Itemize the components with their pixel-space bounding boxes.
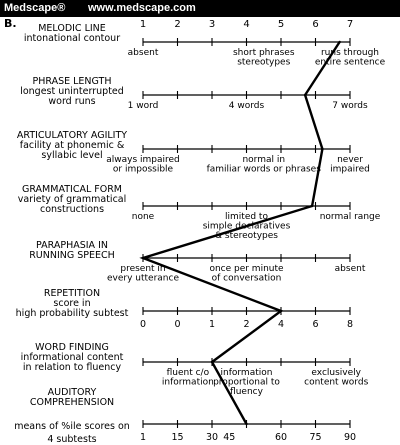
tick-label: 6 (312, 319, 319, 330)
row-title: intonational contour (23, 33, 121, 44)
aphasia-rating-profile-chart (0, 17, 400, 445)
profile-point (245, 423, 247, 425)
row-title: PHRASE LENGTH (32, 76, 112, 87)
profile-point (211, 361, 213, 363)
tick-label: 15 (171, 432, 184, 443)
anchor-label: of conversation (211, 273, 282, 284)
tick-label: 30 (205, 432, 219, 443)
tick-label: 2 (243, 319, 250, 330)
profile-point (304, 94, 306, 96)
profile-point (311, 205, 313, 207)
tick-label: 8 (346, 319, 354, 330)
row-title: MELODIC LINE (38, 23, 106, 34)
site-url: www.medscape.com (88, 2, 196, 14)
tick-label: 1 (208, 319, 216, 330)
row-title: AUDITORY (47, 387, 97, 398)
row-title: high probability subtest (15, 308, 129, 319)
panel-label: B. (4, 17, 17, 30)
scale-number: 2 (174, 19, 181, 30)
anchor-label: stereotypes (237, 57, 291, 68)
anchor-label: fluency (230, 387, 263, 397)
scale-number: 1 (139, 19, 147, 30)
anchor-label: information (161, 377, 214, 388)
row-subtitle: means of %ile scores on (14, 421, 130, 432)
medscape-banner (0, 0, 400, 17)
anchor-label: every utterance (107, 273, 179, 284)
tick-label: 75 (309, 432, 322, 443)
tick-label: 0 (174, 319, 181, 330)
anchor-label: impaired (330, 164, 370, 175)
anchor-label: exclusively (311, 368, 361, 378)
anchor-label: absent (334, 264, 366, 274)
row-title: WORD FINDING (35, 342, 109, 353)
row-title: PARAPHASIA IN (36, 240, 108, 251)
tick-label: 60 (274, 432, 288, 443)
brand-logo: Medscape® (4, 2, 66, 14)
anchor-label: or impossible (112, 164, 174, 175)
anchor-label: present in (120, 264, 166, 274)
anchor-label: once per minute (209, 264, 284, 274)
anchor-label: short phrases (232, 48, 295, 58)
tick-label: 90 (343, 432, 357, 443)
tick-label: 1 (139, 432, 147, 443)
profile-point (280, 310, 282, 312)
profile-point (321, 148, 323, 150)
row-subtitle: 4 subtests (47, 434, 97, 445)
tick-label: 4 (277, 319, 285, 330)
anchor-label: always impaired (106, 155, 180, 165)
anchor-label: & stereotypes (215, 231, 278, 241)
row-title: COMPREHENSION (29, 397, 115, 408)
profile-point (338, 41, 340, 43)
scale-number: 4 (243, 19, 250, 30)
row-title: longest uninterrupted (20, 86, 124, 97)
anchor-label: familiar words or phrases (206, 164, 321, 175)
scale-number: 3 (208, 19, 216, 30)
anchor-label: limited to (225, 212, 268, 222)
anchor-label: entire sentence (314, 57, 386, 68)
anchor-label: 1 word (127, 101, 159, 111)
row-title: syllabic level (41, 150, 103, 161)
row-title: REPETITION (43, 288, 101, 299)
row-title: RUNNING SPEECH (29, 250, 115, 261)
anchor-label: never (337, 155, 363, 165)
row-title: facility at phonemic & (19, 140, 125, 151)
row-title: score in (53, 298, 91, 309)
row-title: word runs (48, 96, 96, 107)
anchor-label: normal in (242, 155, 286, 165)
anchor-label: 7 words (332, 101, 368, 111)
anchor-label: 4 words (228, 101, 265, 111)
tick-label: 0 (139, 319, 147, 330)
anchor-label: normal range (319, 212, 381, 222)
anchor-label: information (220, 368, 273, 378)
profile-point (142, 257, 144, 259)
anchor-label: runs through (320, 48, 380, 58)
scale-number: 7 (346, 19, 354, 30)
row-title: informational content (20, 352, 124, 363)
tick-label: 45 (223, 432, 236, 443)
anchor-label: proportional to (213, 377, 280, 388)
anchor-label: content words (304, 377, 369, 388)
row-title: GRAMMATICAL FORM (21, 184, 123, 195)
row-title: in relation to fluency (22, 362, 122, 373)
anchor-label: none (131, 212, 155, 222)
anchor-label: simple declaratives (202, 221, 291, 232)
scale-number: 5 (277, 19, 285, 30)
row-title: variety of grammatical (17, 194, 127, 205)
row-title: ARTICULATORY AGILITY (16, 130, 128, 141)
anchor-label: fluent c/o (166, 368, 210, 378)
anchor-label: absent (127, 48, 159, 58)
row-title: constructions (39, 204, 105, 215)
scale-number: 6 (312, 19, 319, 30)
